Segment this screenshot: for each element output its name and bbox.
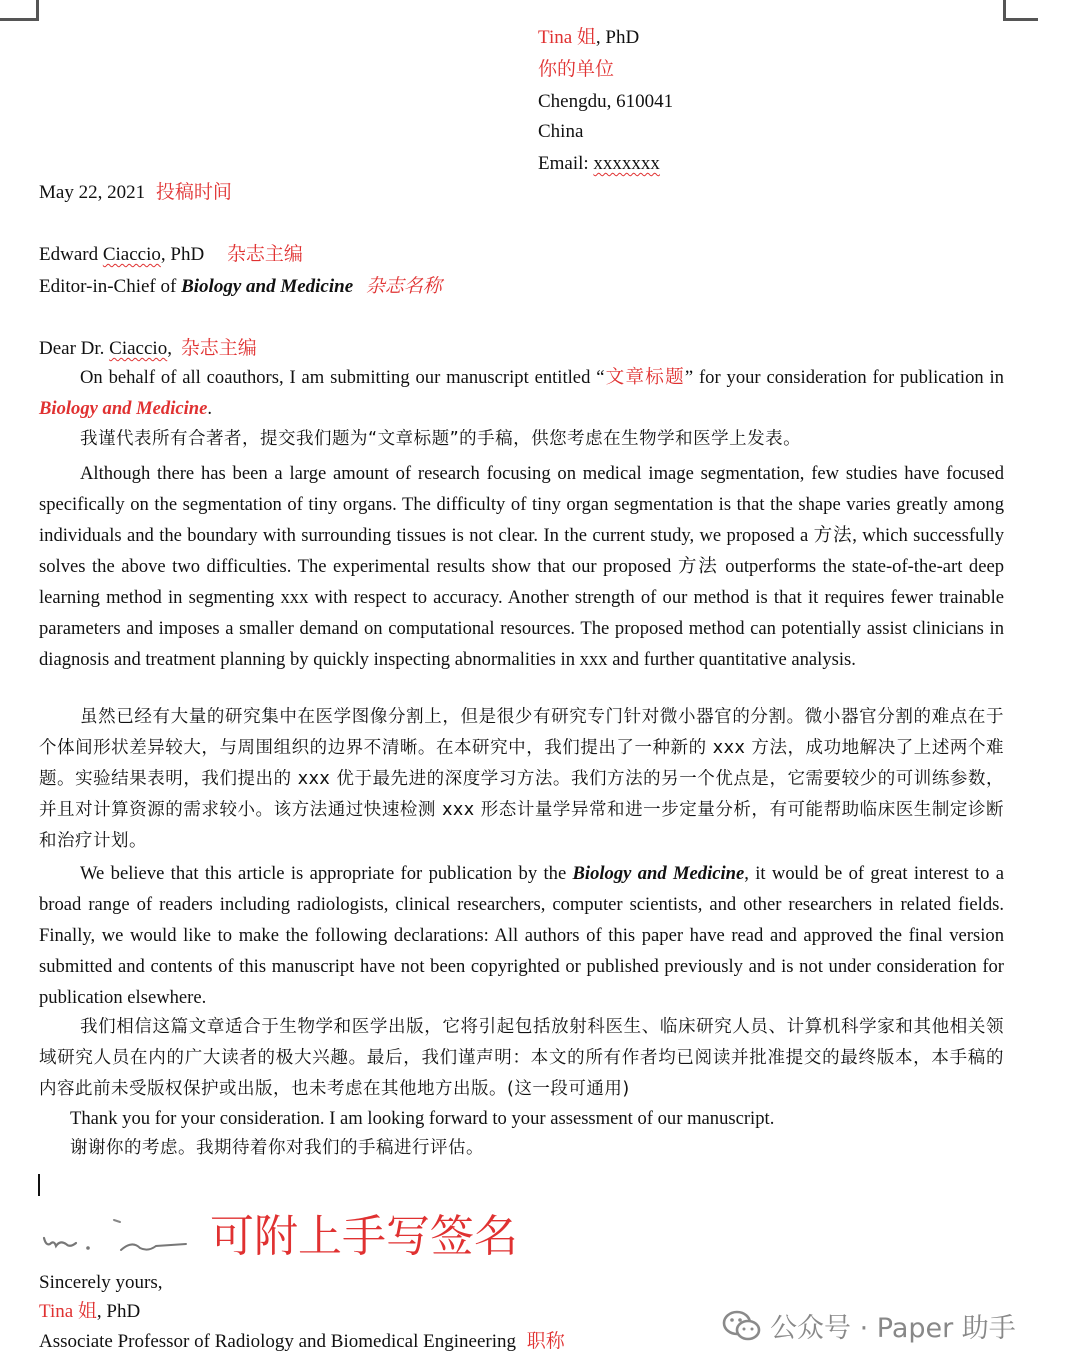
signature-note: 可附上手写签名 bbox=[210, 1211, 518, 1262]
paragraph-research-summary bbox=[39, 458, 1004, 675]
watermark bbox=[722, 1306, 1016, 1345]
recipient-title-note: 杂志名称 bbox=[365, 275, 442, 297]
sender-name-line bbox=[538, 28, 639, 47]
p1-text-a: On behalf of all coauthors, I am submitting our manuscript entitled “ bbox=[80, 367, 605, 388]
sender-email-line bbox=[538, 154, 660, 173]
salutation-line bbox=[39, 339, 257, 358]
recipient-name-pre: Edward bbox=[39, 244, 103, 265]
sender-unit-placeholder: 你的单位 bbox=[538, 58, 615, 80]
p3-text-a: We believe that this article is appropriate for publication by the bbox=[80, 863, 573, 884]
closing-name: Tina bbox=[39, 1301, 74, 1322]
recipient-name-post: , PhD bbox=[160, 244, 205, 265]
paragraph-appropriateness bbox=[39, 858, 1004, 1013]
p2-method-1: 方法 bbox=[813, 525, 853, 546]
recipient-name-note: 杂志主编 bbox=[226, 243, 303, 265]
sender-name: Tina bbox=[538, 27, 573, 48]
sender-email-value: xxxxxxx bbox=[593, 153, 660, 174]
closing-degree: , PhD bbox=[96, 1301, 141, 1322]
salutation-surname: Ciaccio bbox=[109, 338, 168, 359]
p1-text-c: . bbox=[207, 398, 213, 419]
recipient-name-line bbox=[39, 245, 303, 264]
salutation-pre: Dear Dr. bbox=[39, 338, 110, 359]
p2-text-a: Although there has been a large amount of research focusing on medical image segmentation, few studies have focused specifically on the segmentation of tiny organs. The difficulty of tiny organ segmentation is that the shape varies greatly among individuals and the boundary with surrounding tissues is not clear. In the current study, we proposed a bbox=[39, 463, 1004, 546]
sender-name-cn: 姐 bbox=[576, 26, 596, 48]
p3-journal: Biology and Medicine bbox=[572, 863, 745, 884]
salutation-post: , bbox=[167, 338, 172, 359]
p3-text-b: , it would be of great interest to a broad range of readers including radiologists, clinical researchers, computer scientists, and other researchers in related fields. Finally, we would like to make the following declarations: All authors of this paper have read and approved the final version submitted and contents of this manuscript have not been copyrighted or published previously and is not under consideration for publication elsewhere. bbox=[39, 863, 1005, 1008]
recipient-title-pre: Editor-in-Chief of bbox=[39, 276, 182, 297]
text-cursor bbox=[38, 1174, 40, 1196]
p2-text-c: outperforms the state-of-the-art deep learning method in segmenting xxx with respect to accuracy. Another strength of our method is that it requires fewer trainable parameters and imposes a smaller demand on computational resources. The proposed method can potentially assist clinicians in diagnosis and treatment planning by quickly inspecting abnormalities in xxx and further quantitative analysis. bbox=[39, 556, 1004, 670]
sender-country: China bbox=[538, 121, 584, 142]
recipient-title-line bbox=[39, 277, 442, 296]
paragraph-research-summary-cn: 虽然已经有大量的研究集中在医学图像分割上，但是很少有研究专门针对微小器官的分割。微小器官分割的难点在于个体间形状差异较大，与周围组织的边界不清晰。在本研究中，我们提出了一种新的 xxx 方法，成功地解决了上述两个难题。实验结果表明，我们提出的 xxx 优于最先进的深度学习方法。我们方法的另一个优点是，它需要较少的可训练参数，并且对计算资源的需求较小。该方法通过快速检测 xxx 形态计量学异常和进一步定量分析，有可能帮助临床医生制定诊断和治疗计划。 bbox=[39, 707, 1004, 851]
recipient-surname: Ciaccio bbox=[102, 244, 161, 265]
paragraph-submission-cn: 我谨代表所有合著者，提交我们题为“文章标题”的手稿，供您考虑在生物学和医学上发表。 bbox=[80, 429, 802, 449]
paragraph-submission bbox=[39, 362, 1004, 424]
p1-journal: Biology and Medicine bbox=[39, 398, 208, 419]
sender-degree: , PhD bbox=[595, 27, 640, 48]
watermark-text: 公众号 · Paper 助手 bbox=[770, 1313, 1016, 1344]
wechat-icon bbox=[722, 1309, 762, 1343]
thanks-line-cn: 谢谢你的考虑。我期待着你对我们的手稿进行评估。 bbox=[70, 1138, 484, 1158]
closing-name-line bbox=[39, 1302, 140, 1321]
date-line bbox=[39, 183, 232, 202]
closing-name-cn: 姐 bbox=[77, 1300, 97, 1322]
thanks-line: Thank you for your consideration. I am looking forward to your assessment of our manuscript. bbox=[70, 1108, 775, 1129]
corner-mark-top-right bbox=[1003, 0, 1038, 21]
p2-method-2: 方法 bbox=[677, 556, 719, 577]
p2-text-b: , which successfully solves the above two difficulties. The experimental results show that our proposed bbox=[39, 525, 1004, 577]
closing-sincerely: Sincerely yours, bbox=[39, 1272, 163, 1293]
closing-title: Associate Professor of Radiology and Biomedical Engineering bbox=[39, 1331, 517, 1352]
corner-mark-top-left bbox=[0, 0, 39, 21]
salutation-note: 杂志主编 bbox=[180, 337, 257, 359]
paragraph-appropriateness-cn: 我们相信这篇文章适合于生物学和医学出版，它将引起包括放射科医生、临床研究人员、计算机科学家和其他相关领域研究人员在内的广大读者的极大兴趣。最后，我们谨声明：本文的所有作者均已阅读并批准提交的最终版本，本手稿的内容此前未受版权保护或出版，也未考虑在其他地方出版。(这一段可通用) bbox=[39, 1017, 1004, 1099]
sender-city: Chengdu, 610041 bbox=[538, 91, 674, 112]
recipient-journal: Biology and Medicine bbox=[181, 276, 354, 297]
date-note: 投稿时间 bbox=[155, 181, 232, 203]
closing-title-note: 职称 bbox=[526, 1330, 565, 1352]
date-text: May 22, 2021 bbox=[39, 182, 146, 203]
handwritten-signature bbox=[36, 1210, 196, 1260]
closing-title-line bbox=[39, 1332, 565, 1351]
p1-title-placeholder: 文章标题 bbox=[604, 367, 685, 388]
sender-email-label: Email: bbox=[538, 153, 594, 174]
p1-text-b: ” for your consideration for publication in bbox=[684, 367, 1004, 388]
